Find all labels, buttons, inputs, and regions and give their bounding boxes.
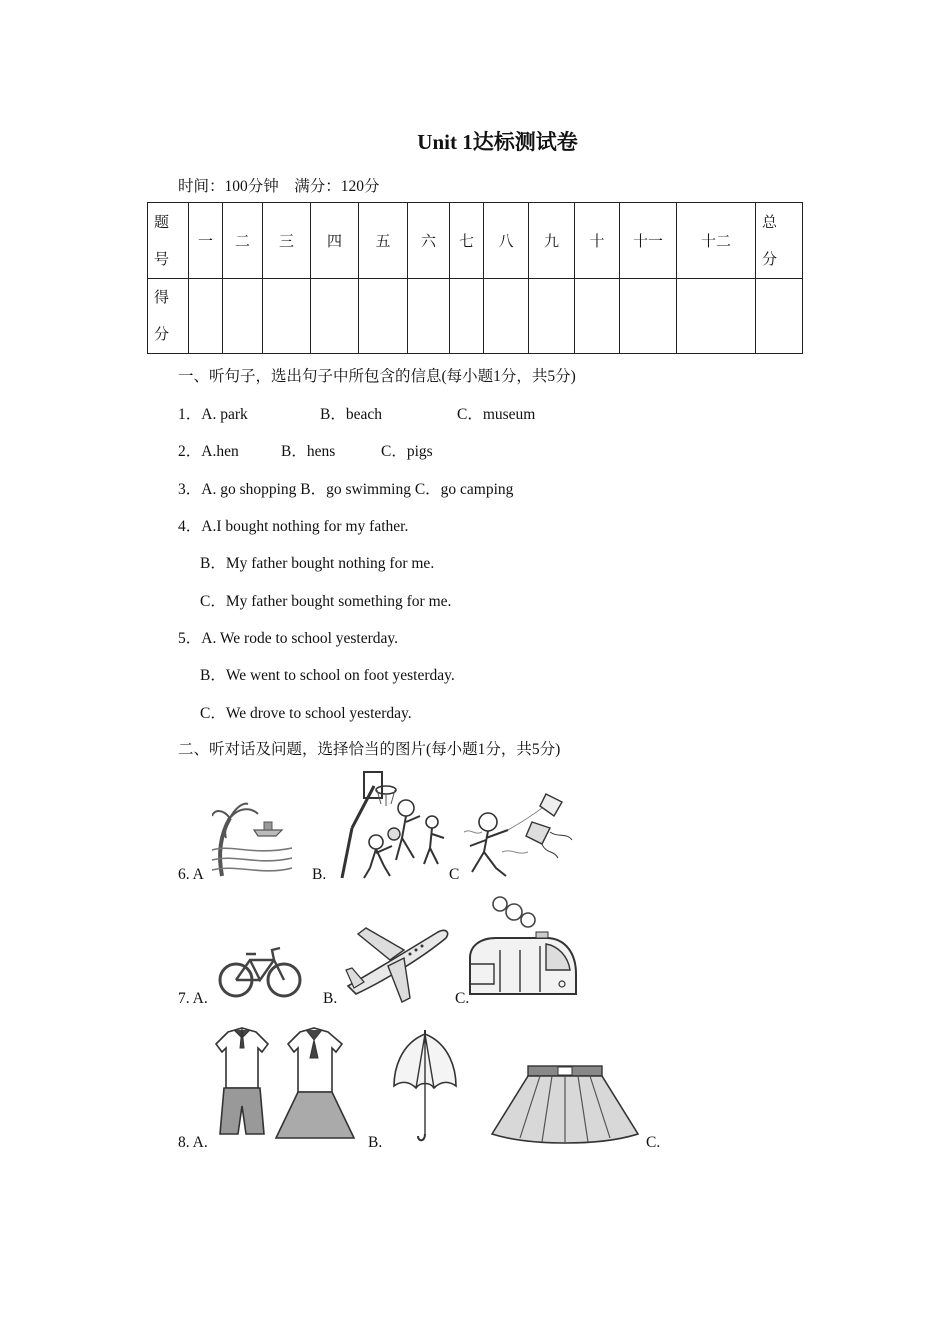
airplane-icon bbox=[342, 924, 452, 1004]
exam-meta: 时间：100分钟 满分：120分 bbox=[178, 178, 380, 195]
score-label: 得 分 bbox=[148, 279, 189, 354]
score-cell[interactable] bbox=[529, 279, 575, 354]
q3-options: 3．A. go shopping B．go swimming C．go camping bbox=[178, 481, 514, 498]
skirt-icon bbox=[490, 1064, 640, 1144]
q2-option-b: B．hens bbox=[281, 443, 336, 460]
section-header: 七 bbox=[450, 203, 484, 279]
section-header: 三 bbox=[263, 203, 311, 279]
q2-option-c: C．pigs bbox=[381, 443, 433, 460]
score-cell[interactable] bbox=[189, 279, 223, 354]
q6-label-a: 6. A bbox=[178, 866, 204, 883]
q7-label-a: 7. A. bbox=[178, 990, 208, 1007]
score-cell[interactable] bbox=[677, 279, 756, 354]
section-header: 四 bbox=[311, 203, 359, 279]
q6-label-c: C bbox=[449, 866, 460, 883]
q7-label-b: B. bbox=[323, 990, 338, 1007]
header-label: 题 号 bbox=[148, 203, 189, 279]
q7-label-c: C. bbox=[455, 990, 470, 1007]
q8-label-a: 8. A. bbox=[178, 1134, 208, 1151]
section-header: 一 bbox=[189, 203, 223, 279]
score-cell[interactable] bbox=[450, 279, 484, 354]
section-header: 十 bbox=[575, 203, 620, 279]
q8-label-b: B. bbox=[368, 1134, 383, 1151]
section-header: 十二 bbox=[677, 203, 756, 279]
umbrella-icon bbox=[390, 1030, 460, 1144]
basketball-icon bbox=[334, 768, 448, 880]
score-cell[interactable] bbox=[484, 279, 529, 354]
section-header: 五 bbox=[359, 203, 408, 279]
section-header: 九 bbox=[529, 203, 575, 279]
q8-label-c: C. bbox=[646, 1134, 661, 1151]
score-cell[interactable] bbox=[311, 279, 359, 354]
total-header: 总 分 bbox=[756, 203, 803, 279]
score-table bbox=[147, 202, 803, 354]
q4-option-c: C．My father bought something for me. bbox=[200, 593, 452, 610]
q5-option-a: 5．A. We rode to school yesterday. bbox=[178, 630, 399, 647]
q1-option-b: B．beach bbox=[320, 406, 382, 423]
q1-option-c: C．museum bbox=[457, 406, 536, 423]
score-cell[interactable] bbox=[263, 279, 311, 354]
bicycle-icon bbox=[218, 944, 302, 1000]
school-uniform-icon bbox=[210, 1026, 358, 1144]
score-cell[interactable] bbox=[756, 279, 803, 354]
q2-option-a: 2．A.hen bbox=[178, 443, 239, 460]
score-cell[interactable] bbox=[408, 279, 450, 354]
score-cell[interactable] bbox=[223, 279, 263, 354]
q4-option-a: 4．A.I bought nothing for my father. bbox=[178, 518, 409, 535]
kite-icon bbox=[462, 792, 576, 880]
section-header: 六 bbox=[408, 203, 450, 279]
score-cell[interactable] bbox=[620, 279, 677, 354]
q4-option-b: B．My father bought nothing for me. bbox=[200, 555, 435, 572]
section-header: 八 bbox=[484, 203, 529, 279]
score-cell[interactable] bbox=[575, 279, 620, 354]
q6-label-b: B. bbox=[312, 866, 327, 883]
section-header: 二 bbox=[223, 203, 263, 279]
q5-option-c: C．We drove to school yesterday. bbox=[200, 705, 412, 722]
score-cell[interactable] bbox=[359, 279, 408, 354]
part2-heading: 二、听对话及问题，选择恰当的图片(每小题1分，共5分) bbox=[178, 741, 561, 758]
section-header: 十一 bbox=[620, 203, 677, 279]
q5-option-b: B．We went to school on foot yesterday. bbox=[200, 667, 455, 684]
beach-palm-icon bbox=[212, 800, 292, 878]
train-icon bbox=[466, 894, 580, 1004]
part1-heading: 一、听句子，选出句子中所包含的信息(每小题1分，共5分) bbox=[178, 368, 576, 385]
page-title: Unit 1达标测试卷 bbox=[417, 130, 578, 154]
q1-option-a: 1．A. park bbox=[178, 406, 248, 423]
